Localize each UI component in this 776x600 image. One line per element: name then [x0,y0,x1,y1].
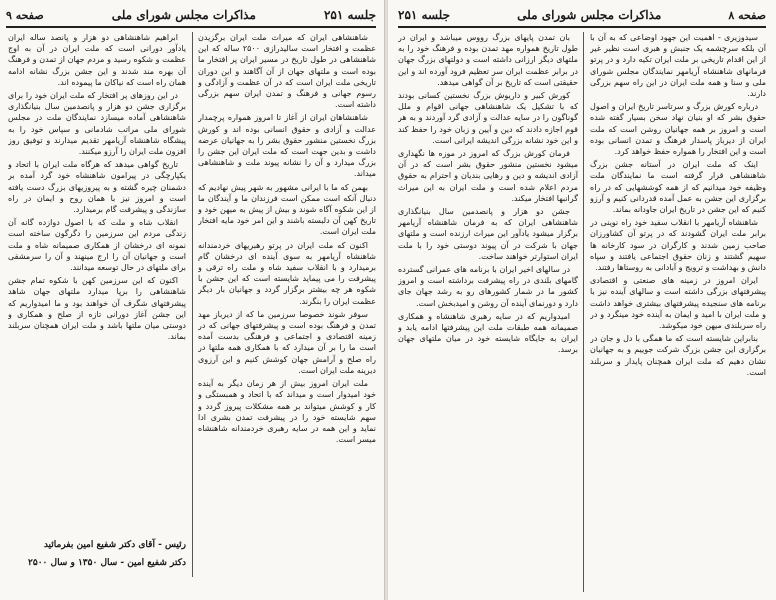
right-page-session: جلسه ۲۵۱ [398,8,451,22]
left-page-session: جلسه ۲۵۱ [323,8,376,22]
left-page-title: مذاکرات مجلس شورای ملی [111,8,256,22]
paragraph: بهمن که ما با ایرانی مشهور به شهر پیش نهادیم که دنبال آنکه است ممکن است فرزندان ما و آیندگان ما از این شکوه آگاه شوند و بیش از پیش به میهن خود و تاریخ کهن آن دلبسته باشند و این امر خود مایه افتخار ملت ایران است. [198,182,376,237]
right-page [388,0,776,600]
left-page-column-left [8,32,186,502]
paragraph: اکنون که ملت ایران در پرتو رهبریهای خردمندانه شاهنشاه آریامهر به سوی آینده ای درخشان گام برمیدارد و با انقلاب سفید شاه و ملت راه ترقی و پیشرفت را می پیماید شایسته است که این جشن با شکوه هر چه بیشتر برگزار گردد و جهانیان بار دیگر عظمت ایران را بنگرند. [198,240,376,306]
right-page-column-right [590,32,766,592]
left-page-column-right [198,32,376,577]
speaker-line: رئیس - آقای دکتر شفیع امین بفرمائید [43,540,186,550]
right-column-divider [583,32,584,592]
paragraph: ابراهیم شاهنشاهی دو هزار و پانصد ساله ایران یادآور دورانی است که ملت ایران در آن به اوج عظمت و شکوه رسید و مردم جهان از تمدن و فرهنگ آن بهره مند شدند و این جشن بزرگ نشانه ادامه همان راه است که نیاکان ما پیموده اند. [8,33,186,87]
speaker-line: دکتر شفیع امین - سال ۱۳۵۰ و سال ۲۵۰۰ [28,558,186,568]
left-page-number: صفحه ۹ [6,8,44,22]
paragraph: بان تمدن پایهای بزرگ رووس میباشد و ایران در طول تاریخ همواره مهد تمدن بوده و فرهنگ خود را به ملتهای دیگر ارزانی داشته است و دولتهای بزرگ جهان در برابر عظمت ایران سر تعظیم فرود آورده اند و این حقیقتی است که تاریخ بر آن گواهی میدهد. [398,33,578,87]
paragraph: ایران امروز در زمینه های صنعتی و اقتصادی پیشرفتهای بزرگی داشته است و سالهای آینده نیز با برنامه های سنجیده پیشرفتهای بیشتری خواهد داشت و ملت ایران با امید و ایمان به آینده خود مینگرد و در راه سربلندی میهن خود میکوشد. [590,276,766,331]
paragraph: در سالهای اخیر ایران با برنامه های عمرانی گسترده گامهای بلندی در راه پیشرفت برداشته است و امروز کشور ما در شمار کشورهای رو به رشد جهان جای دارد و دورنمای آینده آن روشن و امیدبخش است. [398,265,578,308]
paragraph: درباره کورش بزرگ و سرتاسر تاریخ ایران و اصول حقوق بشر که او بنیان نهاد سخن بسیار گفته شده است و امروز بر همه جهانیان روشن است که ملت ایران از دیرباز پاسدار فرهنگ و تمدن انسانی بوده است و این افتخار را همواره حفظ خواهد کرد. [590,102,766,157]
right-page-column-left [398,32,578,592]
left-column-divider [192,32,193,577]
left-page-header [6,6,376,24]
paragraph: اکنون که این سرزمین کهن با شکوه تمام جشن شاهنشاهی را برپا میدارد ملتهای جهان شاهد پیشرفتهای شگرف آن خواهند بود و ما امیدواریم که این جشن آغاز دورانی تازه از صلح و همکاری و دوستی میان ملتها باشد و ملت ایران همچنان سربلند بماند. [8,276,186,342]
left-page [0,0,384,600]
paragraph: بنابراین شایسته است که ما همگی با دل و جان در برگزاری این جشن بزرگ شرکت جوییم و به جهانیان نشان دهیم که ملت ایران همچنان پایدار و سربلند است. [590,334,766,377]
paragraph: جشن دو هزار و پانصدمین سال بنیانگذاری شاهنشاهی ایران که به فرمان شاهنشاه آریامهر برگزار میشود یادآور این میراث ارزنده است و ملتهای جهان با شرکت در آن پیوند دوستی خود را با ملت ایران استوارتر خواهند ساخت. [398,207,578,261]
paragraph: شاهنشاهی ایران که میراث ملت ایران برگزیدن عظمت و افتخار است سالیدرازی ۲۵۰۰ ساله که این شاهنشاهی در طول تاریخ در مسیر ایران پر افتخار ما بوده است و ملتهای جهان از آن آگاهند و این دوران تاریخی ملت ایران است که در آن عظمت و آزادگی و رسوم جهانی و فرهنگ و تمدن ایران سهم بزرگی داشته است. [198,33,376,110]
paragraph: فرمان کورش بزرگ که امروز در موزه ها نگهداری میشود نخستین منشور حقوق بشر است که در آن آزادی اندیشه و دین و رهایی بندیان و احترام به حقوق مردم اعلام شده است و ملت ایران به این میراث گرانبها افتخار میکند. [398,149,578,203]
paragraph: شاهنشاهان ایران از آغاز تا امروز همواره پرچمدار عدالت و آزادی و حقوق انسانی بوده اند و کورش بزرگ نخستین منشور حقوق بشر را به جهانیان عرضه داشت و بدین جهت است که ملت ایران این جشن را بزرگ میدارد و آن را نشانه پیوند ملت و شاهنشاهی میداند. [198,113,376,179]
paragraph: در این روزهای پر افتخار که ملت ایران خود را برای برگزاری جشن دو هزار و پانصدمین سال بنیانگذاری شاهنشاهی آماده میسازد نمایندگان ملت در مجلس شورای ملی مراتب شادمانی و سپاس خود را به پیشگاه شاهنشاه آریامهر تقدیم میدارند و توفیق روز افزون ملت ایران را آرزو میکنند. [8,91,186,157]
left-header-rule [6,26,376,28]
paragraph: سوفر شوند خصوصا سرزمین ما که از دیرباز مهد تمدن و فرهنگ بوده است و پیشرفتهای جهانی که در زمینه اقتصادی و اجتماعی و فرهنگی بدست آمده است ما را بر آن میدارد که با همکاری همه ملتها در راه صلح و آرامش جهان کوشش کنیم و این آرزوی دیرینه ملت ایران است. [198,309,376,375]
paragraph: انقلاب شاه و ملت که با اصول دوازده گانه آن زندگی مردم این سرزمین را دگرگون ساخته است نمونه ای درخشان از همکاری صمیمانه شاه و ملت است و جهانیان آن را ارج مینهند و آن را سرمشقی برای ملتهای در حال توسعه میدانند. [8,218,186,273]
paragraph: امیدواریم که در سایه رهبری شاهنشاه و همکاری صمیمانه همه طبقات ملت این پیشرفتها ادامه یابد و ایران به جایگاه شایسته خود در میان ملتهای جهان برسد. [398,311,578,355]
paragraph: ملت ایران امروز بیش از هر زمان دیگر به آینده خود امیدوار است و میداند که با اتحاد و همبستگی و کار و کوشش میتواند بر همه مشکلات پیروز گردد و سهم شایسته خود را در پیشرفت تمدن بشری ادا نماید و این همه در سایه رهبری خردمندانه شاهنشاه میسر است. [198,379,376,445]
right-page-header [398,6,766,24]
paragraph: تاریخ گواهی میدهد که هرگاه ملت ایران با اتحاد و یکپارچگی در پیرامون شاهنشاه خود گرد آمده بر دشمنان چیره گشته و به پیروزیهای بزرگ دست یافته است و امروز نیز با همان روح و ایمان در راه سازندگی و پیشرفت گام برمیدارد. [8,160,186,215]
paragraph: اینک که ملت ایران در آستانه جشن بزرگ شاهنشاهی قرار گرفته است ما نمایندگان ملت وظیفه خود میدانیم که از همه کوششهایی که در راه برگزاری این جشن به عمل آمده قدردانی کنیم و آرزو کنیم که این جشن در تاریخ ایران جاودانه بماند. [590,160,766,215]
right-page-title: مذاکرات مجلس شورای ملی [517,8,662,22]
paragraph: سیدوزیری - اهمیت این جهود اوضاعی که به آن با آن بلکه سرچشمه یک جنبش و هبری است نظیر غیر از این اقدام تاریخی بر ملت ایران تکیه دارد و در پرتو فرمانهای شاهنشاه آریامهر نمایندگان مجلس شورای ملی و سنا و همه ملت ایران در این راه سهم بزرگی دارند. [590,33,766,99]
right-header-rule [398,26,766,28]
paragraph: شاهنشاه آریامهر با انقلاب سفید خود راه نوینی در برابر ملت ایران گشودند که در پرتو آن کشاورزان صاحب زمین شدند و کارگران در سود کارخانه ها سهیم گشتند و زنان حقوق اجتماعی یافتند و سپاه دانش و بهداشت و ترویج و آبادانی به روستاها رفتند. [590,218,766,273]
paragraph: کورش کبیر و داریوش بزرگ نخستین کسانی بودند که با تشکیل یک شاهنشاهی جهانی اقوام و ملل گوناگون را در سایه عدالت و آزادی گرد آوردند و به هر قوم اجازه دادند که دین و آیین و زبان خود را حفظ کند و این خود نشانه بزرگی اندیشه ایرانی است. [398,91,578,145]
right-page-number: صفحه ۸ [728,8,766,22]
